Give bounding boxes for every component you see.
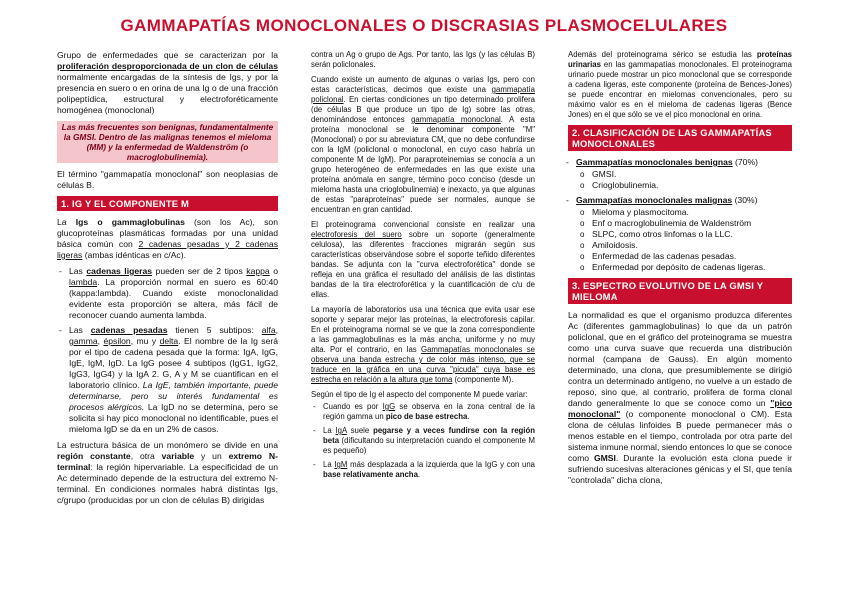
- text: (ambas idénticas en c/Ac).: [82, 250, 186, 260]
- cm-aspect-list: [311, 402, 535, 480]
- benign-list: [576, 169, 792, 191]
- highlight-note: Las más frecuentes son benignas, fundamentalmente la GMSI. Dentro de las malignas tenemos el mieloma (MM) y la enfermedad de Waldenström (o macroglobulinemia).: [57, 121, 278, 163]
- column-1: [57, 50, 278, 511]
- list-item: o Crioglobulinemia.: [592, 180, 792, 191]
- ig-paragraph: [57, 217, 278, 261]
- intro-paragraph: [57, 50, 278, 116]
- list-item: - La IgM más desplazada a la izquierda que la IgG y con una base relativamente ancha.: [323, 460, 535, 480]
- paragraph: El proteinograma convencional consiste en realizar una electroforesis del suero sobre un soporte (generalmente celulosa), las diferentes fracciones migrarán según sus características observándose sobre el soporte teñido diferentes bandas. Se adjunta con la "curva electroforética" donde se refleja en una gráfica el resultado del análisis de las distintas bandas de la tira electroforética y la cuantificación de c/u de ellas.: [311, 220, 536, 299]
- list-item: - Las cadenas pesadas tienen 5 subtipos: alfa, gamma, épsilon, mu y delta. El nombre de la Ig será por el tipo de cadena pesada que la forma: IgA, IgG, IgE, IgM, IgD. La IgG posee 4 subtipos (IgG1, IgG2, IgG3, IgG4) y la IgA 2. G, A y M se cuantifican en el laboratorio clínico. La IgE, también importante, puede determinarse, pero su interés fundamental es procesos alérgicos. La IgD no se determina, pero se solicita si hay pico monoclonal no identificable, pues el mieloma IgD se da en un 2% de casos.: [69, 325, 278, 435]
- text: La: [57, 217, 76, 227]
- malignant-list: [576, 207, 792, 273]
- list-item: - Gammapatías monoclonales malignas (30%) o Mieloma y plasmocitoma. o Enf o macroglobulinemia de Waldenström o SLPC, como otros linfomas o la LLC. o Amiloidosis. o Enfermedad de las cadenas pesadas. o Enfermedad por depósito de cadenas ligeras.: [576, 195, 792, 273]
- list-item: - Las cadenas ligeras pueden ser de 2 tipos kappa o lambda. La proporción normal en suero es 60:40 (kappa:lambda). Cuando existe monoclonalidad evidente esta proporción se altera, más fácil de reconocer cuando aumenta lambda.: [69, 266, 278, 321]
- list-item: o Enf o macroglobulinemia de Waldenström: [592, 218, 792, 229]
- paragraph: Según el tipo de Ig el aspecto del componente M puede variar:: [311, 390, 528, 399]
- section-heading-1: 1. IG Y EL COMPONENTE M: [57, 196, 278, 211]
- list-item: o Mieloma y plasmocitoma.: [592, 207, 792, 218]
- bold-text: Igs o gammaglobulinas: [75, 217, 185, 227]
- list-item: - Cuando es por IgG se observa en la zona central de la región gamma un pico de base estrecha.: [323, 402, 535, 422]
- list-item: o Enfermedad por depósito de cadenas ligeras.: [592, 262, 792, 273]
- paragraph: contra un Ag o grupo de Ags. Por tanto, las Igs (y las células B) serán policlonales.: [311, 50, 535, 69]
- list-item: - Gammapatías monoclonales benignas (70%) o GMSI. o Crioglobulinemia.: [576, 157, 792, 191]
- chains-list: [57, 266, 278, 435]
- section-heading-2: 2. CLASIFICACIÓN DE LAS GAMMAPATÍAS MONOCLONALES: [568, 125, 792, 151]
- paragraph: Además del proteinograma sérico se estudia las proteínas urinarias en las gammapatías monoclonales. El proteinograma urinario puede mostrar un pico monoclonal que se corresponde a cadena ligeras, este componente (proteína de Bences-Jones) se puede encontrar en mielomas convencionales, pero su máximo valor es en el mieloma de cadenas ligeras (Bence Jones) en el que sólo se ve el pico monoclonal en orina.: [568, 50, 792, 119]
- list-item: o Amiloidosis.: [592, 240, 792, 251]
- list-item: o SLPC, como otros linfomas o la LLC.: [592, 229, 792, 240]
- text: normalmente encargadas de la síntesis de Igs, y por la presencia en suero o en orina de una Ig o de una fracción polipeptídica, estructural y electroforéticamente homogénea (monoclonal): [57, 72, 278, 115]
- structure-paragraph: La estructura básica de un monómero se divide en una región constante, otra variable y un extremo N- terminal: la región hipervariable. La especificidad de un Ac determinado depende de la estructura del extremo N-terminal. En condiciones normales habrá distintas Igs, c/grupo (producidas por un clon de células B) dirigidas: [57, 440, 278, 505]
- page-title: GAMMAPATÍAS MONOCLONALES O DISCRASIAS PLASMOCELULARES: [120, 16, 728, 35]
- classification-list: [568, 157, 792, 273]
- list-item: o Enfermedad de las cadenas pesadas.: [592, 251, 792, 262]
- term-paragraph: El término "gammapatía monoclonal" son neoplasias de células B.: [57, 169, 278, 190]
- list-item: - La IgA suele pegarse y a veces fundirse con la región beta (dificultando su interpretación cuando el componente M es pequeño): [323, 426, 535, 456]
- column-2: [311, 50, 535, 485]
- paragraph: Cuando existe un aumento de algunas o varias Igs, pero con estas características, decimos que existe una gammapatía policlonal. En ciertas condiciones un tipo determinado prolifera (de células B que produce un tipo de Ig) sobre las otras, denominándose entonces gammapatía monoclonal. A esta proteína monoclonal se le denominar componente "M" (Monoclonal) o por su abreviatura CM, que no debe confundirse con la IgM (policlonal o monoclonal, en cuyo caso habría un componente M de IgM). Por paraproteinemias se conocía a un grupo heterogéneo de enfermedades en las que existe una proteína anómala en sangre, término poco conciso (desde un mieloma hasta una crioglobulinemia) e inexacto, ya que algunas de estas "paraproteínas" puede ser normales, aunque se encuentran en gran cantidad.: [311, 75, 535, 214]
- text: (son los Ac), son glucoproteínas plasmáticas formadas por una unidad básica común con: [57, 217, 278, 249]
- underlined-text: 2 cadenas pesadas y 2 cadenas ligeras: [57, 239, 278, 260]
- text: Grupo de enfermedades que se caracterizan por la: [57, 50, 278, 60]
- highlight-text: proliferación desproporcionada de un clon de células: [57, 61, 278, 71]
- section-heading-3: 3. ESPECTRO EVOLUTIVO DE LA GMSI Y MIELOMA: [568, 278, 792, 304]
- paragraph: La mayoría de laboratorios usa una técnica que evita usar ese soporte y separar mejor las proteínas, la electroforesis capilar. En el proteinograma normal se ve que la zona correspondiente a las gammaglobulinas es la más ancha, uniforme y no muy alta. Por el contrario, en las Gammapatías monoclonales se observa una banda estrecha y de color más intenso, que se traduce en la gráfica en una curva "picuda" cuya base es estrecha en relación a la altura que toma (componente M).: [311, 305, 535, 384]
- paragraph: La normalidad es que el organismo produzca diferentes Ac (diferentes gammaglobulinas) lo que da un patrón policlonal, que en el gráfico del proteinograma se muestra como una curva suave que recuerda una distribución normal (campana de Gauss). En algún momento determinado, una clona, que presumiblemente se dirigió contra un determinado antígeno, no vuelve a un estado de reposo, sino que, al contrario, prolifera de forma clonal dando generalmente lo que se conoce como un "pico monoclonal" (o componente monoclonal o CM). Esta clona de células linfoides B puede permanecer más o menos estable en el tiempo, controlada por otra parte del sistema inmune normal, siendo entonces lo que se conoce como GMSI. Durante la evolución esta clona puede ir sufriendo sucesivas alteraciones génicas y el SI, que tenía "controlada" dicha clona,: [568, 310, 792, 485]
- column-3: [568, 50, 792, 491]
- list-item: o GMSI.: [592, 169, 792, 180]
